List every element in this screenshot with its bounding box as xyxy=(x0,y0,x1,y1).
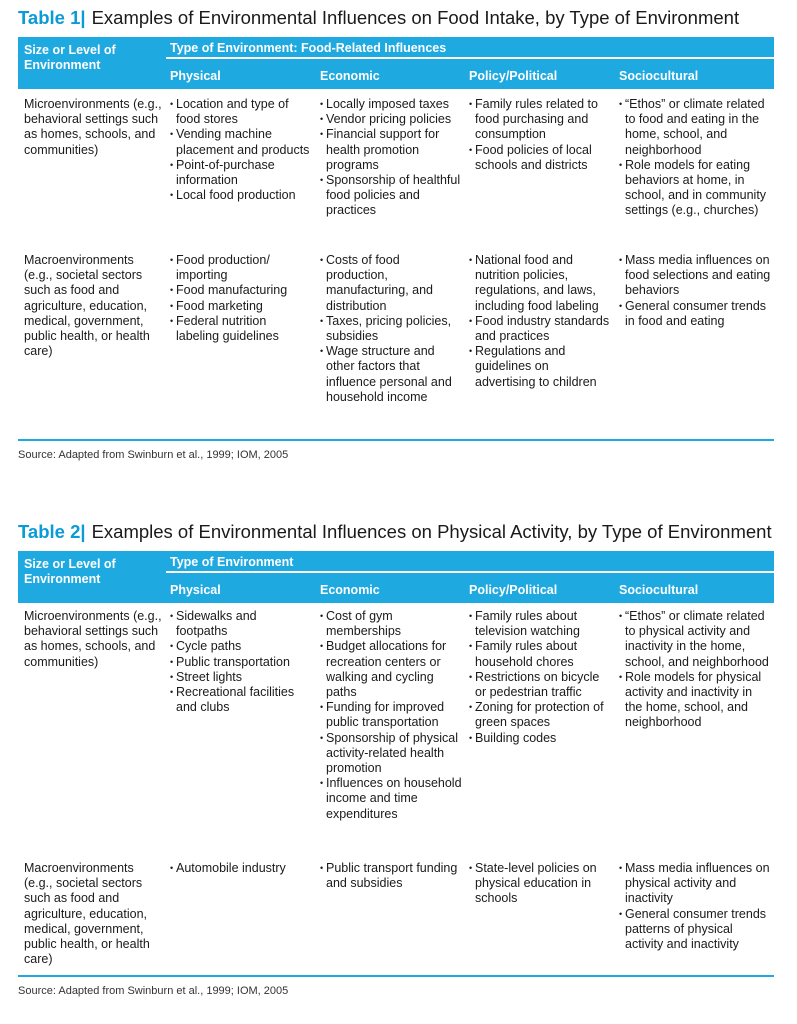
table-header xyxy=(18,37,774,89)
list-item: • Role models for physical activity and inactivity in the home, school, and neighborhood xyxy=(619,670,771,731)
list-item: • National food and nutrition policies, regulations, and laws, including food labeling xyxy=(469,253,611,314)
list-item: • Zoning for protection of green spaces xyxy=(469,700,611,730)
table-title xyxy=(18,520,774,544)
list-item: • Food marketing xyxy=(170,299,310,314)
column-header: Economic xyxy=(320,583,380,597)
list-item: • Restrictions on bicycle or pedestrian traffic xyxy=(469,670,611,700)
list-item: • “Ethos” or climate related to food and eating in the home, school, and neighborhood xyxy=(619,97,771,158)
column-header: Economic xyxy=(320,69,380,83)
title-divider: | xyxy=(80,521,86,542)
list-item: • Family rules about household chores xyxy=(469,639,611,669)
list-item: • Public transportation xyxy=(170,655,310,670)
list-item: • Funding for improved public transportation xyxy=(320,700,462,730)
list-item: • Automobile industry xyxy=(170,861,310,876)
policy-cell xyxy=(469,97,611,173)
level-cell: Macroenvironments (e.g., societal sectors such as food and agriculture, education, medical, government, public health, or health care) xyxy=(24,253,150,359)
table-row xyxy=(18,861,774,975)
list-item: • Costs of food production, manufacturing, and distribution xyxy=(320,253,462,314)
list-item: • Financial support for health promotion programs xyxy=(320,127,462,173)
list-item: • Vending machine placement and products xyxy=(170,127,310,157)
list-item: • Regulations and guidelines on advertising to children xyxy=(469,344,611,390)
source-note: Source: Adapted from Swinburn et al., 1999; IOM, 2005 xyxy=(18,985,289,997)
column-header: Physical xyxy=(170,69,221,83)
source-note: Source: Adapted from Swinburn et al., 1999; IOM, 2005 xyxy=(18,449,289,461)
column-header: Physical xyxy=(170,583,221,597)
physical-cell xyxy=(170,861,310,876)
list-item: • Food industry standards and practices xyxy=(469,314,611,344)
sociocultural-cell xyxy=(619,609,771,731)
column-header: Policy/Political xyxy=(469,69,558,83)
list-item: • Food production/ importing xyxy=(170,253,310,283)
list-item: • Sponsorship of physical activity-related health promotion xyxy=(320,731,462,777)
list-item: • Cycle paths xyxy=(170,639,310,654)
economic-cell xyxy=(320,609,462,822)
list-item: • Taxes, pricing policies, subsidies xyxy=(320,314,462,344)
list-item: • State-level policies on physical education in schools xyxy=(469,861,611,907)
list-item: • Sidewalks and footpaths xyxy=(170,609,310,639)
list-item: • Recreational facilities and clubs xyxy=(170,685,310,715)
list-item: • General consumer trends patterns of physical activity and inactivity xyxy=(619,907,771,953)
list-item: • Mass media influences on food selections and eating behaviors xyxy=(619,253,771,299)
group-header: Type of Environment: Food-Related Influences xyxy=(170,41,447,55)
level-cell: Macroenvironments (e.g., societal sectors such as food and agriculture, education, medical, government, public health, or health care) xyxy=(24,861,150,967)
list-item: • Food manufacturing xyxy=(170,283,310,298)
list-item: • Mass media influences on physical activity and inactivity xyxy=(619,861,771,907)
row-header: Size or Level of Environment xyxy=(24,43,116,72)
list-item: • Location and type of food stores xyxy=(170,97,310,127)
list-item: • Vendor pricing policies xyxy=(320,112,462,127)
list-item: • Family rules related to food purchasing and consumption xyxy=(469,97,611,143)
sociocultural-cell xyxy=(619,253,771,329)
list-item: • Public transport funding and subsidies xyxy=(320,861,462,891)
economic-cell xyxy=(320,253,462,405)
sociocultural-cell xyxy=(619,97,771,219)
economic-cell xyxy=(320,97,462,219)
table-bottom-rule xyxy=(18,975,774,977)
table-row xyxy=(18,97,774,253)
column-header: Sociocultural xyxy=(619,583,699,597)
group-header: Type of Environment xyxy=(170,555,294,569)
column-header: Sociocultural xyxy=(619,69,699,83)
physical-cell xyxy=(170,609,310,715)
table-title-text: Examples of Environmental Influences on Physical Activity, by Type of Environment xyxy=(91,521,772,542)
table-row xyxy=(18,609,774,861)
table-row xyxy=(18,253,774,439)
table-2 xyxy=(18,520,774,997)
policy-cell xyxy=(469,253,611,390)
list-item: • Role models for eating behaviors at home, in school, and in community settings (e.g., churches) xyxy=(619,158,771,219)
physical-cell xyxy=(170,253,310,344)
list-item: • Federal nutrition labeling guidelines xyxy=(170,314,310,344)
level-cell: Microenvironments (e.g., behavioral settings such as homes, schools, and communities) xyxy=(24,609,162,669)
list-item: • General consumer trends in food and eating xyxy=(619,299,771,329)
level-cell: Microenvironments (e.g., behavioral settings such as homes, schools, and communities) xyxy=(24,97,162,157)
list-item: • Budget allocations for recreation centers or walking and cycling paths xyxy=(320,639,462,700)
table-title-text: Examples of Environmental Influences on Food Intake, by Type of Environment xyxy=(91,7,740,28)
table-1 xyxy=(18,6,774,461)
list-item: • Point-of-purchase information xyxy=(170,158,310,188)
list-item: • Local food production xyxy=(170,188,310,203)
list-item: • Family rules about television watching xyxy=(469,609,611,639)
table-bottom-rule xyxy=(18,439,774,441)
physical-cell xyxy=(170,97,310,203)
list-item: • Building codes xyxy=(469,731,611,746)
list-item: • Street lights xyxy=(170,670,310,685)
list-item: • Sponsorship of healthful food policies and practices xyxy=(320,173,462,219)
list-item: • Cost of gym memberships xyxy=(320,609,462,639)
list-item: • Wage structure and other factors that influence personal and household income xyxy=(320,344,462,405)
list-item: • Influences on household income and time expenditures xyxy=(320,776,462,822)
policy-cell xyxy=(469,861,611,907)
list-item: • “Ethos” or climate related to physical activity and inactivity in the home, school, and neighborhood xyxy=(619,609,771,670)
policy-cell xyxy=(469,609,611,746)
economic-cell xyxy=(320,861,462,891)
table-number: Table 1 xyxy=(18,7,81,28)
table-header xyxy=(18,551,774,603)
sociocultural-cell xyxy=(619,861,771,952)
list-item: • Food policies of local schools and districts xyxy=(469,143,611,173)
title-divider: | xyxy=(80,7,86,28)
list-item: • Locally imposed taxes xyxy=(320,97,462,112)
column-header: Policy/Political xyxy=(469,583,558,597)
table-title xyxy=(18,6,774,30)
row-header: Size or Level of Environment xyxy=(24,557,116,586)
table-number: Table 2 xyxy=(18,521,81,542)
